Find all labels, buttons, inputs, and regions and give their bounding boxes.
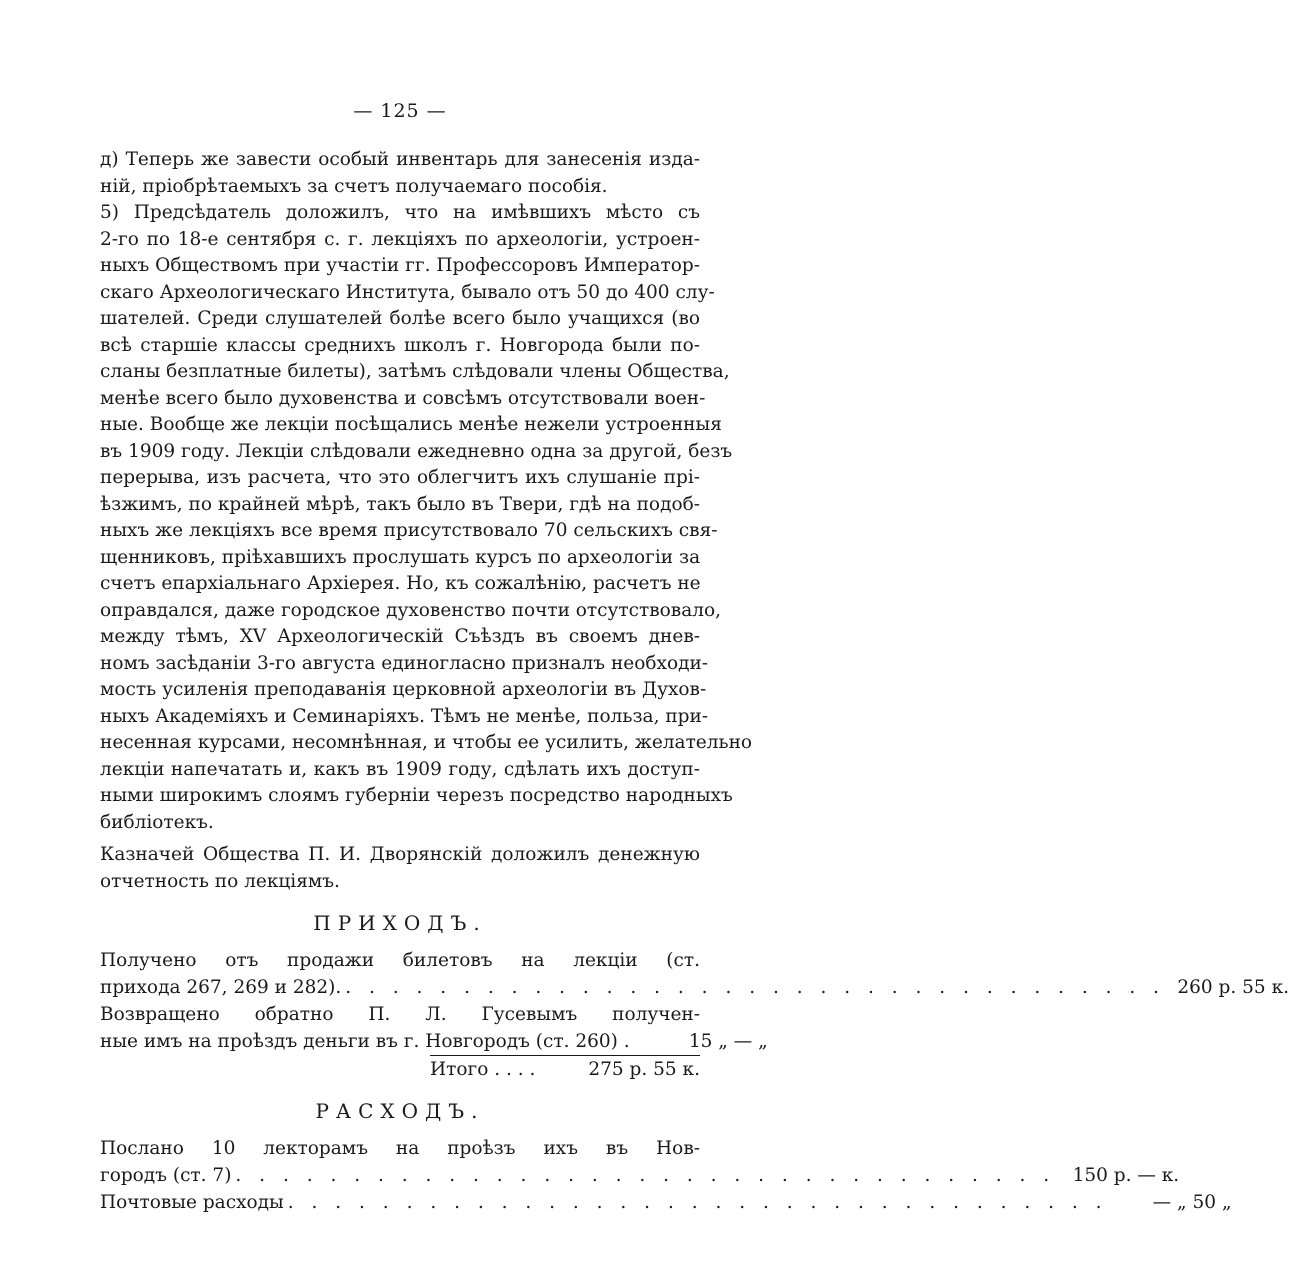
entry-text: Почтовые расходы <box>100 1192 284 1213</box>
leader-dots: . . . . . . . . . . . . . . . . . . . . . . . . . . . . . . . . . . . <box>345 977 1166 998</box>
entry-text-line: Возвращено обратно П. Л. Гусевымъ получен- <box>100 1004 700 1025</box>
text-line: отчетность по лекціямъ. <box>100 870 340 892</box>
expense-heading: РАСХОДЪ. <box>315 1099 485 1123</box>
income-entry-tickets <box>100 947 1289 1001</box>
page-number: — 125 — <box>353 100 447 122</box>
text-line: номъ засѣданіи 3-го августа единогласно призналъ необходи- <box>100 652 709 674</box>
text-line: 2-го по 18-е сентября с. г. лекціяхъ по археологіи, устроен- <box>100 228 700 250</box>
text-line: щенниковъ, пріѣхавшихъ прослушать курсъ по археологіи за <box>100 546 701 568</box>
text-line: ныхъ Академіяхъ и Семинаріяхъ. Тѣмъ не менѣе, польза, при- <box>100 705 709 727</box>
text-line: менѣе всего было духовенства и совсѣмъ отсутствовали воен- <box>100 387 706 409</box>
entry-amount: — „ 50 „ <box>1152 1192 1232 1213</box>
leader-dots: . . . . . . . . . . . . . . . . . . . . . . . . . . . . . . . . . . . <box>235 1165 1056 1186</box>
entry-row <box>100 974 1289 1001</box>
paragraph-treasurer-report <box>100 842 700 895</box>
expense-entry-lecturers <box>100 1135 1180 1189</box>
entry-text: прихода 267, 269 и 282). <box>100 977 342 998</box>
text-line: ными широкимъ слоямъ губерніи черезъ посредство народныхъ <box>100 785 733 806</box>
entry-amount: 150 р. — к. <box>1072 1165 1180 1186</box>
text-line: библіотекъ. <box>100 811 214 833</box>
entry-text-line: Получено отъ продажи билетовъ на лекціи (ст. <box>100 950 700 971</box>
text-line: скаго Археологическаго Института, бывало отъ 50 до 400 слу- <box>100 281 715 303</box>
text-line: перерыва, изъ расчета, что это облегчитъ ихъ слушаніе прі- <box>100 467 700 488</box>
text-line: 5) Предсѣдатель доложилъ, что на имѣвшихъ мѣсто съ <box>100 202 700 223</box>
text-line: оправдался, даже городское духовенство почти отсутствовало, <box>100 599 722 621</box>
text-line: ѣзжимъ, по крайней мѣрѣ, такъ было въ Твери, гдѣ на подоб- <box>100 493 700 515</box>
expense-entry-postage <box>100 1189 1232 1216</box>
income-heading: ПРИХОДЪ. <box>313 911 487 935</box>
text-line: сланы безплатные билеты), затѣмъ слѣдовали члены Общества, <box>100 361 730 382</box>
text-line: несенная курсами, несомнѣнная, и чтобы ее усилить, желательно <box>100 732 753 753</box>
paragraph-chairman-report <box>100 200 753 836</box>
entry-text: городъ (ст. 7) <box>100 1165 232 1186</box>
text-line: въ 1909 году. Лекціи слѣдовали ежедневно одна за другой, безъ <box>100 440 733 462</box>
entry-text-line: Послано 10 лекторамъ на проѣзъ ихъ въ Нов- <box>100 1138 700 1159</box>
entry-row <box>100 1028 768 1055</box>
text-line: всѣ старшіе классы среднихъ школъ г. Новгорода были по- <box>100 334 700 356</box>
entry-row <box>100 1189 1232 1216</box>
text-line: между тѣмъ, XV Археологическій Съѣздъ въ своемъ днев- <box>100 626 700 647</box>
paragraph-inventory <box>100 147 700 200</box>
text-line: счетъ епархіальнаго Архіерея. Но, къ сожалѣнію, расчетъ не <box>100 573 701 594</box>
entry-amount: 260 р. 55 к. <box>1177 977 1289 998</box>
leader-dots: . . . . . . . . . . . . . . . . . . . . . . . . . . . . . . . . . . . <box>287 1192 1108 1213</box>
text-line: мость усиленія преподаванія церковной археологіи въ Духов- <box>100 679 707 700</box>
income-entry-returned <box>100 1001 768 1055</box>
book-page <box>100 100 1289 1216</box>
text-line: ныхъ Обществомъ при участіи гг. Профессоровъ Император- <box>100 255 700 276</box>
total-label: Итого . . . . <box>430 1059 536 1080</box>
total-amount: 275 р. 55 к. <box>588 1059 700 1080</box>
income-total-row <box>100 1055 700 1083</box>
text-line: Казначей Общества П. И. Дворянскій доложилъ денежную <box>100 844 700 865</box>
entry-row <box>100 1162 1180 1189</box>
text-line: ныхъ же лекціяхъ все время присутствовало 70 сельскихъ свя- <box>100 520 718 541</box>
text-line: д) Теперь же завести особый инвентарь для занесенія изда- <box>100 149 700 170</box>
entry-text: ные имъ на проѣздъ деньги въ г. Новгородъ (ст. 260) . <box>100 1031 630 1052</box>
text-line: ній, пріобрѣтаемыхъ за счетъ получаемаго пособія. <box>100 175 608 197</box>
entry-amount: 15 „ — „ <box>688 1031 768 1052</box>
text-line: лекціи напечатать и, какъ въ 1909 году, сдѣлать ихъ доступ- <box>100 758 700 780</box>
text-line: ные. Вообще же лекціи посѣщались менѣе нежели устроенныя <box>100 414 722 435</box>
income-total <box>430 1055 700 1083</box>
text-line: шателей. Среди слушателей болѣе всего было учащихся (во <box>100 308 700 329</box>
